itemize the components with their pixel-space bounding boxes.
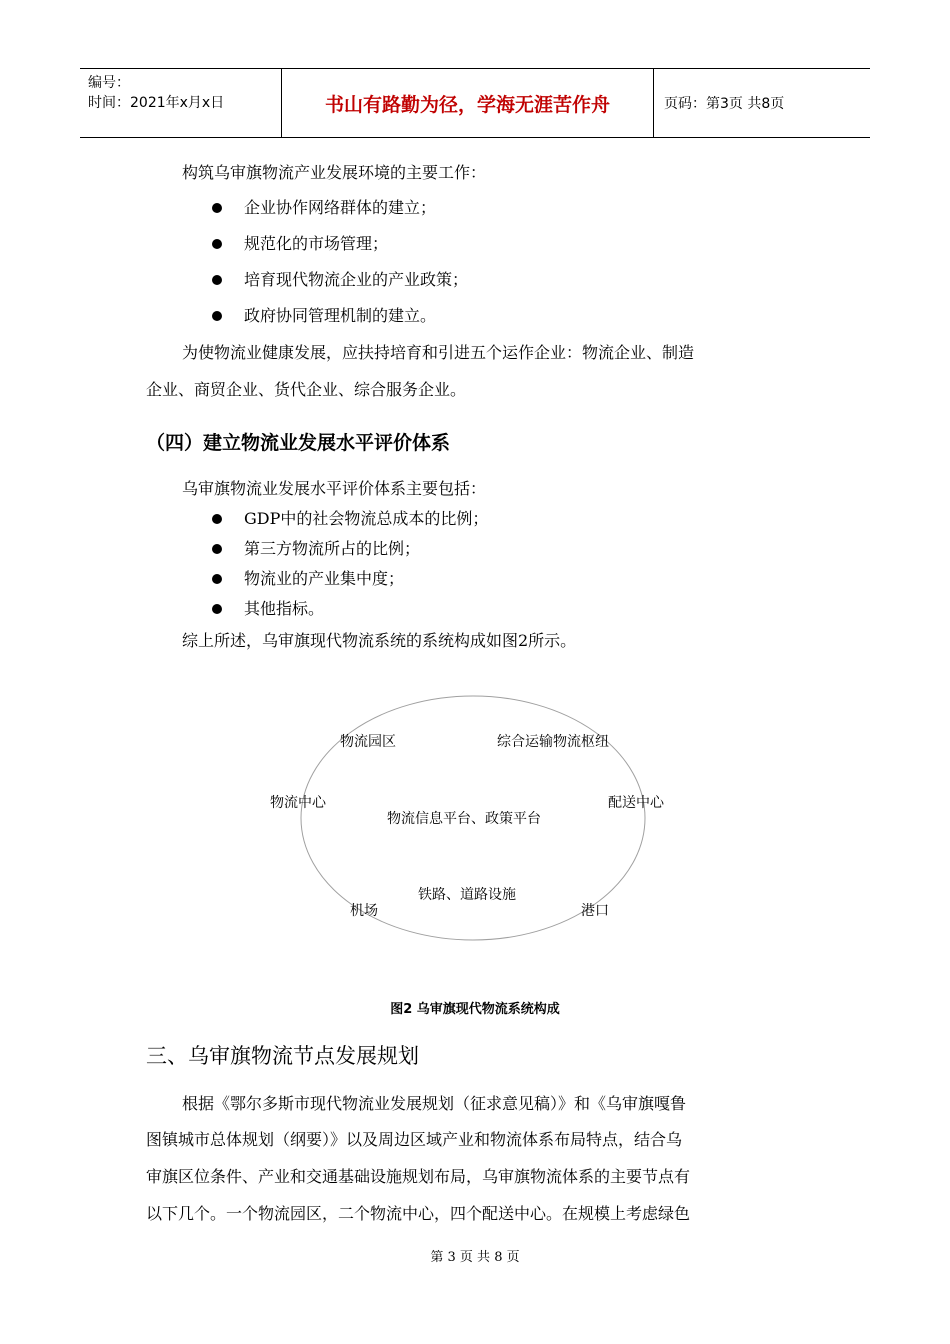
section3-line: 图镇城市总体规划（纲要）》以及周边区域产业和物流体系布局特点，结合乌: [146, 1130, 683, 1149]
env-paragraph-line1: 为使物流业健康发展，应扶持培育和引进五个运作企业：物流企业、制造: [182, 343, 695, 362]
bullet-icon: [212, 604, 222, 614]
label-info-platform: 物流信息平台、政策平台: [387, 811, 541, 827]
label-delivery-center: 配送中心: [608, 795, 664, 811]
label-rail-road: 铁路、道路设施: [418, 887, 516, 903]
header-number: 编号：: [88, 75, 130, 91]
header-page-info: 页码：第3页 共8页: [664, 96, 785, 112]
bullet-icon: [212, 544, 222, 554]
section4-summary: 综上所述，乌审旗现代物流系统的系统构成如图2所示。: [182, 631, 577, 650]
label-port: 港口: [581, 903, 609, 919]
label-airport: 机场: [350, 903, 378, 919]
section3-line: 审旗区位条件、产业和交通基础设施规划布局，乌审旗物流体系的主要节点有: [146, 1167, 691, 1186]
section4-intro: 乌审旗物流业发展水平评价体系主要包括：: [182, 479, 487, 498]
label-transport-hub: 综合运输物流枢纽: [497, 734, 609, 750]
section3-line: 以下几个。一个物流园区，二个物流中心，四个配送中心。在规模上考虑绿色: [146, 1204, 691, 1223]
header-time: 时间：2021年x月x日: [88, 95, 225, 111]
bullet-icon: [212, 275, 222, 285]
bullet-icon: [212, 203, 222, 213]
page-footer: 第 3 页 共 8 页: [430, 1250, 520, 1265]
section3-heading: 三、乌审旗物流节点发展规划: [146, 1044, 419, 1068]
bullet-icon: [212, 514, 222, 524]
env-intro: 构筑乌审旗物流产业发展环境的主要工作：: [182, 163, 487, 182]
header-meta-cell: [80, 69, 282, 137]
label-logistics-park: 物流园区: [340, 734, 396, 750]
header-motto: 书山有路勤为径，学海无涯苦作舟: [282, 69, 654, 137]
label-logistics-center: 物流中心: [270, 795, 326, 811]
page-header: [80, 68, 870, 138]
figure-caption: 图2 乌审旗现代物流系统构成: [390, 1002, 560, 1017]
bullet-icon: [212, 239, 222, 249]
bullet-icon: [212, 574, 222, 584]
env-paragraph-line2: 企业、商贸企业、货代企业、综合服务企业。: [146, 380, 467, 399]
bullet-icon: [212, 311, 222, 321]
section3-line: 根据《鄂尔多斯市现代物流业发展规划（征求意见稿）》和《乌审旗嘎鲁: [182, 1094, 687, 1113]
section4-heading: （四）建立物流业发展水平评价体系: [146, 432, 451, 454]
